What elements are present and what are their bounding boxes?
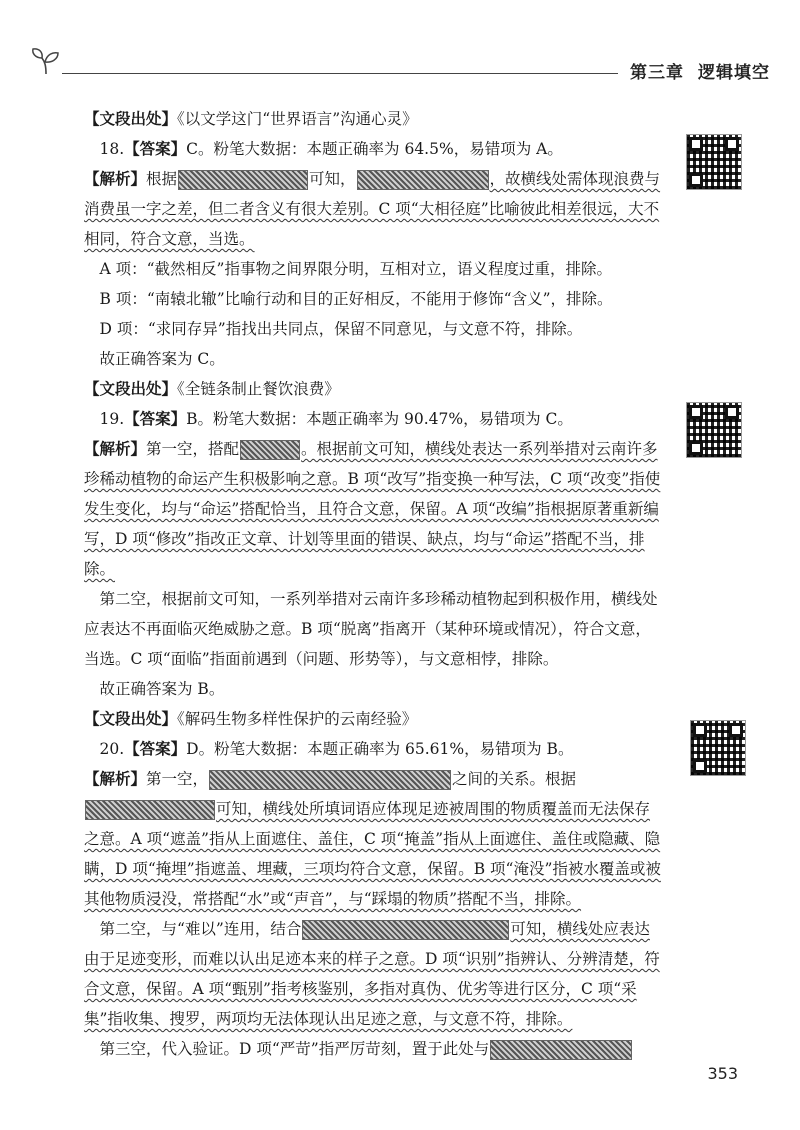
- redacted-text: [357, 170, 489, 190]
- answer-line-18: [84, 134, 664, 164]
- analysis-19-blank-2: 第二空，根据前文可知，一系列举措对云南许多珍稀动植物起到积极作用，横线处应表达不再面临灭绝威胁之意。B 项“脱离”指离开（某种环境或情况），符合文意，当选。C 项“面临”指面前遇到（问题、形势等），与文意相悖，排除。: [84, 590, 658, 668]
- question-number: 19.: [99, 410, 125, 428]
- question-number: 18.: [99, 140, 125, 158]
- analysis-text: 第一空，: [146, 770, 209, 788]
- qr-code-20[interactable]: [690, 720, 746, 776]
- analysis-tag: 【解析】: [84, 769, 147, 788]
- analysis-18: [84, 164, 664, 254]
- qr-code-19[interactable]: [686, 402, 742, 458]
- analysis-text: 第一空，搭配: [146, 440, 240, 458]
- analysis-text: 。根据前文可知，横线处表达一系列举措对云南许多珍稀动植物的命运产生积极影响之意。B 项“改写”指变换一种写法，C 项“改变”指使发生变化，均与“命运”搭配恰当，且符合文意，保留。A 项“改编”指根据原著重新编写，D 项“修改”指改正文章、计划等里面的错误、缺点，均与“命运”搭配不当，排除。: [84, 440, 661, 578]
- source-tag: 【文段出处】: [84, 379, 178, 398]
- answer-text: D。粉笔大数据：本题正确率为 65.61%，易错项为 B。: [186, 740, 574, 758]
- analysis-text: 可知，横线处应表达由于足迹变形，而难以认出足迹本来的样子之意。D 项“识别”指辨认、分辨清楚，符合文意，保留。A 项“甄别”指考核鉴别，多指对真伪、优劣等进行区分，C 项“采集”指收集、搜罗，两项均无法体现认出足迹之意，与文意不符，排除。: [84, 920, 660, 1028]
- answer-tag: 【答案】: [124, 139, 187, 158]
- source-line: [84, 704, 664, 734]
- analysis-text: 第三空，代入验证。D 项“严苛”指严厉苛刻，置于此处与: [99, 1040, 490, 1058]
- page-content: [84, 104, 664, 1064]
- analysis-20-blank-2: [84, 914, 664, 1034]
- redacted-text: [490, 1040, 632, 1060]
- option-a: A 项：“截然相反”指事物之间界限分明，互相对立，语义程度过重，排除。: [99, 260, 612, 278]
- analysis-text: ，故横线处需体现浪费与消费虽一字之差，但二者含义有很大差别。C 项“大相径庭”比喻彼此相差很远，大不相同，符合文意，当选。: [84, 170, 661, 248]
- analysis-text: 可知，横线处所填词语应体现足迹被周围的物质覆盖而无法保存之意。A 项“遮盖”指从上面遮住、盖住，C 项“掩盖”指从上面遮住、盖住或隐藏、隐瞒，D 项“掩埋”指遮盖、埋藏，三项均符合文意，保留。B 项“淹没”指被水覆盖或被其他物质浸没，常搭配“水”或“声音”，与“踩塌的物质”搭配不当，排除。: [84, 800, 661, 908]
- redacted-text: [178, 170, 308, 190]
- conclusion: 故正确答案为 B。: [99, 680, 225, 698]
- source-title: 《全链条制止餐饮浪费》: [177, 380, 340, 398]
- source-title: 《解码生物多样性保护的云南经验》: [177, 710, 418, 728]
- source-line: [84, 374, 664, 404]
- source-title: 《以文学这门“世界语言”沟通心灵》: [177, 110, 418, 128]
- analysis-text: 根据: [146, 170, 178, 188]
- conclusion: 故正确答案为 C。: [99, 350, 225, 368]
- analysis-19: [84, 434, 664, 584]
- answer-line-20: [84, 734, 664, 764]
- analysis-20: [84, 764, 664, 914]
- redacted-text: [209, 770, 451, 790]
- answer-tag: 【答案】: [124, 409, 187, 428]
- header-rule: [62, 73, 618, 74]
- analysis-text: 可知，: [309, 170, 356, 188]
- redacted-text: [85, 800, 215, 820]
- analysis-tag: 【解析】: [84, 439, 147, 458]
- qr-code-18[interactable]: [686, 134, 742, 190]
- chapter-title: [630, 58, 770, 83]
- analysis-tag: 【解析】: [84, 169, 147, 188]
- redacted-text: [302, 920, 509, 940]
- source-line: [84, 104, 664, 134]
- option-b: B 项：“南辕北辙”比喻行动和目的正好相反，不能用于修饰“含义”，排除。: [99, 290, 613, 308]
- sprout-icon: [30, 44, 66, 80]
- answer-text: B。粉笔大数据：本题正确率为 90.47%，易错项为 C。: [186, 410, 573, 428]
- analysis-text: 之间的关系。根据: [452, 770, 577, 788]
- option-d: D 项：“求同存异”指找出共同点，保留不同意见，与文意不符，排除。: [99, 320, 583, 338]
- redacted-text: [240, 440, 300, 460]
- answer-line-19: [84, 404, 664, 434]
- source-tag: 【文段出处】: [84, 709, 178, 728]
- page-number: 353: [707, 1064, 738, 1083]
- analysis-20-blank-3: [84, 1034, 664, 1064]
- analysis-text: 第二空，与“难以”连用，结合: [99, 920, 302, 938]
- chapter-topic: 逻辑填空: [698, 63, 770, 83]
- answer-text: C。粉笔大数据：本题正确率为 64.5%，易错项为 A。: [186, 140, 563, 158]
- question-number: 20.: [99, 740, 125, 758]
- page-header: [30, 44, 770, 84]
- source-tag: 【文段出处】: [84, 109, 178, 128]
- answer-tag: 【答案】: [124, 739, 187, 758]
- chapter-number: 第三章: [630, 63, 684, 83]
